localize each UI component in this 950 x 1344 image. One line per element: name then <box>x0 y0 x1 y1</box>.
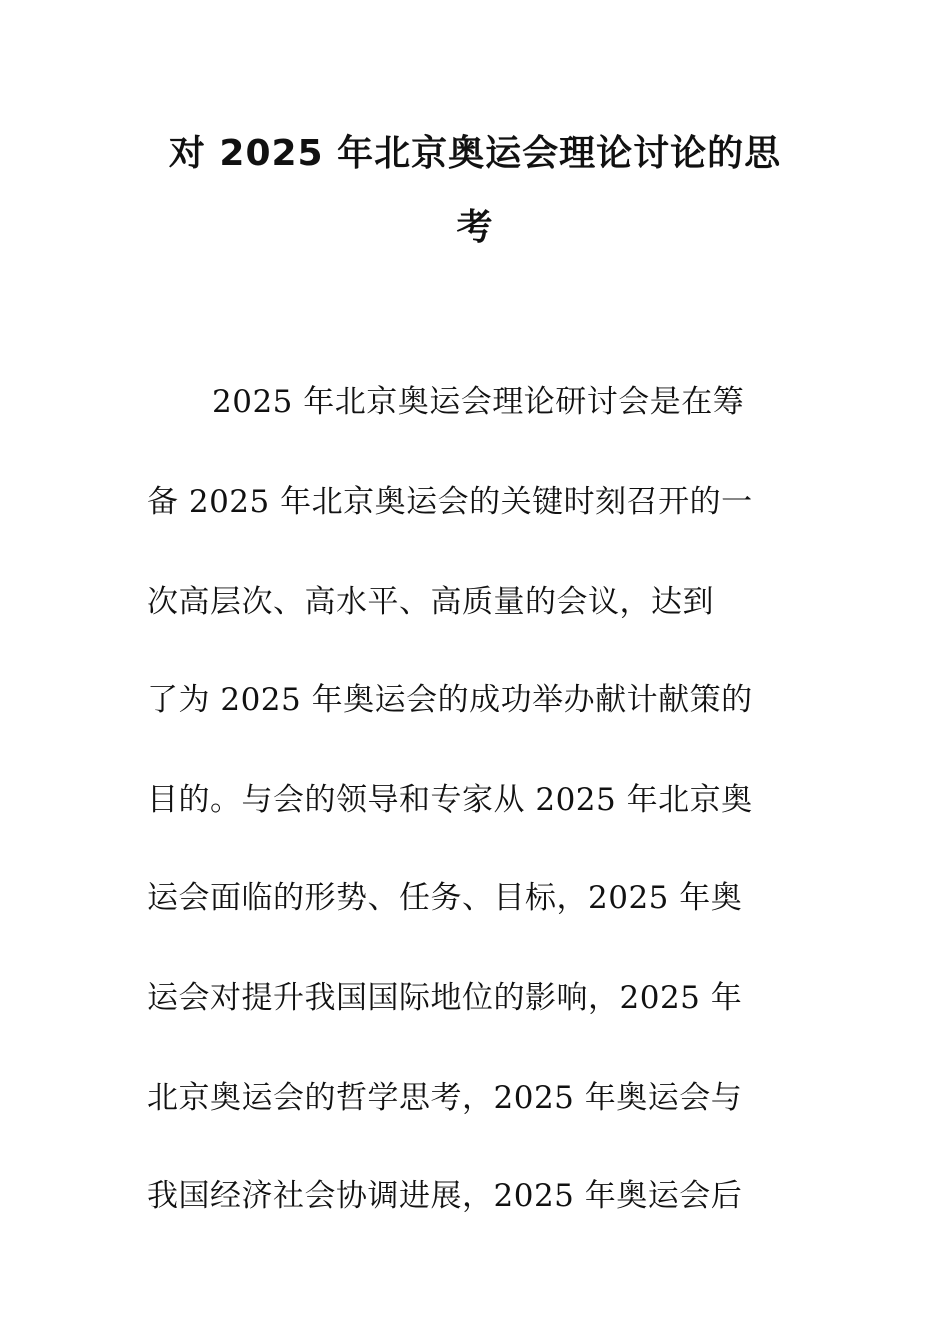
paragraph-line-3: 次高层次、高水平、高质量的会议，达到 <box>147 584 714 620</box>
document-title-line-2: 考 <box>456 207 494 248</box>
paragraph-line-1: 2025 年北京奥运会理论研讨会是在筹 <box>212 384 745 420</box>
paragraph-line-9: 我国经济社会协调进展，2025 年奥运会后 <box>147 1178 743 1214</box>
paragraph-line-7: 运会对提升我国国际地位的影响，2025 年 <box>147 980 743 1016</box>
paragraph-line-6: 运会面临的形势、任务、目标，2025 年奥 <box>147 880 743 916</box>
paragraph-line-8: 北京奥运会的哲学思考，2025 年奥运会与 <box>147 1080 743 1116</box>
paragraph-line-4: 了为 2025 年奥运会的成功举办献计献策的 <box>147 682 753 718</box>
paragraph-line-5: 目的。与会的领导和专家从 2025 年北京奥 <box>147 782 753 818</box>
document-title-line-1: 对 2025 年北京奥运会理论讨论的思 <box>168 133 782 174</box>
paragraph-line-2: 备 2025 年北京奥运会的关键时刻召开的一 <box>147 484 753 520</box>
